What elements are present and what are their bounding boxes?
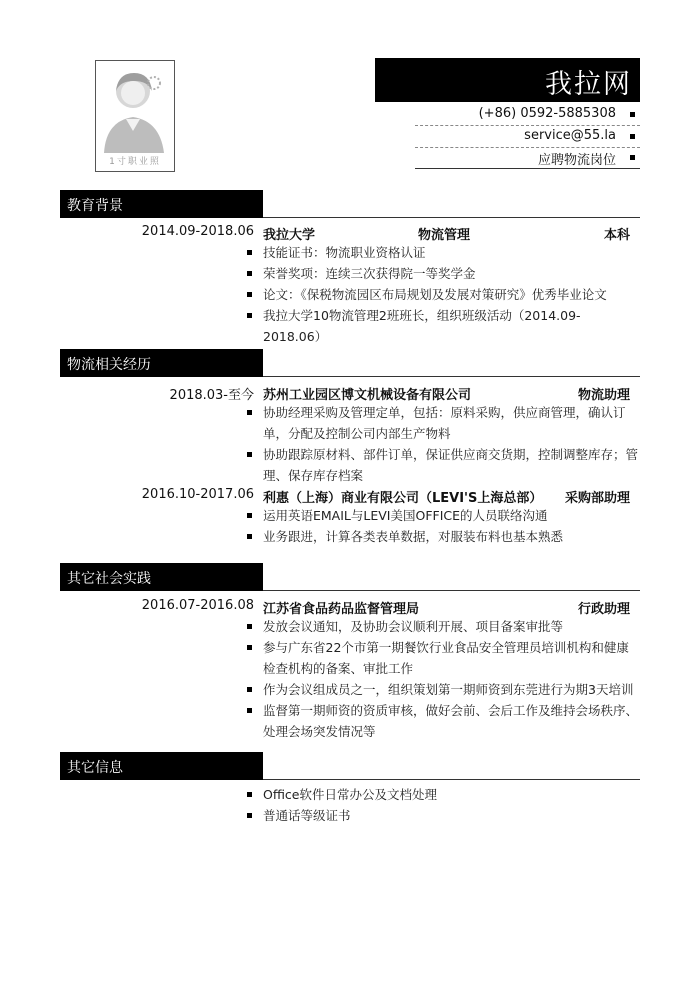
square-bullet-icon	[247, 313, 252, 318]
education-school: 我拉大学	[263, 228, 316, 243]
contact-position: 应聘物流岗位	[537, 153, 616, 168]
avatar-silhouette-icon	[96, 61, 174, 153]
square-bullet-icon	[247, 513, 252, 518]
candidate-name: 我拉网	[545, 69, 632, 100]
photo-caption: 1寸职业照	[109, 157, 161, 167]
list-item: 论文：《保税物流园区布局规划及发展对策研究》优秀毕业论文	[263, 284, 638, 305]
section-divider	[263, 217, 640, 218]
list-item: 发放会议通知，及协助会议顺利开展、项目备案审批等	[263, 616, 638, 637]
contact-phone: (+86) 0592-5885308	[478, 106, 616, 121]
section-header-practice	[60, 563, 263, 591]
square-bullet-icon	[247, 250, 252, 255]
name-banner	[375, 58, 640, 102]
square-bullet-icon	[630, 134, 635, 139]
experience-role: 采购部助理	[564, 491, 630, 506]
square-bullet-icon	[247, 452, 252, 457]
square-bullet-icon	[630, 155, 635, 160]
square-bullet-icon	[247, 271, 252, 276]
contact-email: service@55.la	[524, 128, 616, 143]
section-divider	[263, 779, 640, 780]
experience-company: 苏州工业园区博文机械设备有限公司	[263, 388, 472, 403]
education-degree: 本科	[603, 228, 630, 243]
experience-date: 2018.03-至今	[169, 388, 254, 403]
section-header-experience	[60, 349, 263, 377]
section-header-other	[60, 752, 263, 780]
contact-position-row	[415, 146, 640, 169]
experience-date: 2016.10-2017.06	[141, 487, 254, 502]
square-bullet-icon	[247, 813, 252, 818]
experience-role: 物流助理	[577, 388, 630, 403]
square-bullet-icon	[247, 292, 252, 297]
square-bullet-icon	[247, 792, 252, 797]
list-item: 我拉大学10物流管理2班班长，组织班级活动（2014.09-2018.06）	[263, 305, 638, 347]
list-item: 业务跟进，计算各类表单数据，对服装布料也基本熟悉	[263, 526, 638, 547]
list-item: 协助经理采购及管理定单，包括：原料采购，供应商管理，确认订单，分配及控制公司内部生产物料	[263, 402, 638, 444]
list-item: 作为会议组成员之一，组织策划第一期师资到东莞进行为期3天培训	[263, 679, 638, 700]
contact-email-row	[415, 125, 640, 148]
practice-role: 行政助理	[577, 602, 630, 617]
education-date: 2014.09-2018.06	[141, 224, 254, 239]
contact-phone-row	[415, 103, 640, 126]
section-header-education	[60, 190, 263, 218]
square-bullet-icon	[247, 534, 252, 539]
education-major: 物流管理	[418, 228, 471, 243]
square-bullet-icon	[247, 645, 252, 650]
list-item: 荣誉奖项：连续三次获得院一等奖学金	[263, 263, 638, 284]
section-divider	[263, 590, 640, 591]
experience-company: 利惠（上海）商业有限公司（LEVI'S上海总部）	[263, 491, 543, 506]
list-item: 监督第一期师资的资质审核，做好会前、会后工作及维持会场秩序、处理会场突发情况等	[263, 700, 638, 742]
section-title: 教育背景	[67, 198, 123, 214]
square-bullet-icon	[247, 708, 252, 713]
list-item: 运用英语EMAIL与LEVI美国OFFICE的人员联络沟通	[263, 505, 638, 526]
square-bullet-icon	[247, 624, 252, 629]
profile-photo-placeholder	[95, 60, 175, 172]
section-title: 其它信息	[67, 760, 123, 776]
practice-date: 2016.07-2016.08	[141, 598, 254, 613]
section-title: 其它社会实践	[67, 571, 151, 587]
square-bullet-icon	[247, 687, 252, 692]
list-item: Office软件日常办公及文档处理	[263, 784, 638, 805]
list-item: 普通话等级证书	[263, 805, 638, 826]
section-title: 物流相关经历	[67, 357, 151, 373]
list-item: 参与广东省22个市第一期餐饮行业食品安全管理员培训机构和健康检查机构的备案、审批工作	[263, 637, 638, 679]
square-bullet-icon	[247, 410, 252, 415]
square-bullet-icon	[630, 112, 635, 117]
list-item: 协助跟踪原材料、部件订单，保证供应商交货期，控制调整库存；管理、保存库存档案	[263, 444, 638, 486]
list-item: 技能证书：物流职业资格认证	[263, 242, 638, 263]
section-divider	[263, 376, 640, 377]
practice-org: 江苏省食品药品监督管理局	[263, 602, 420, 617]
